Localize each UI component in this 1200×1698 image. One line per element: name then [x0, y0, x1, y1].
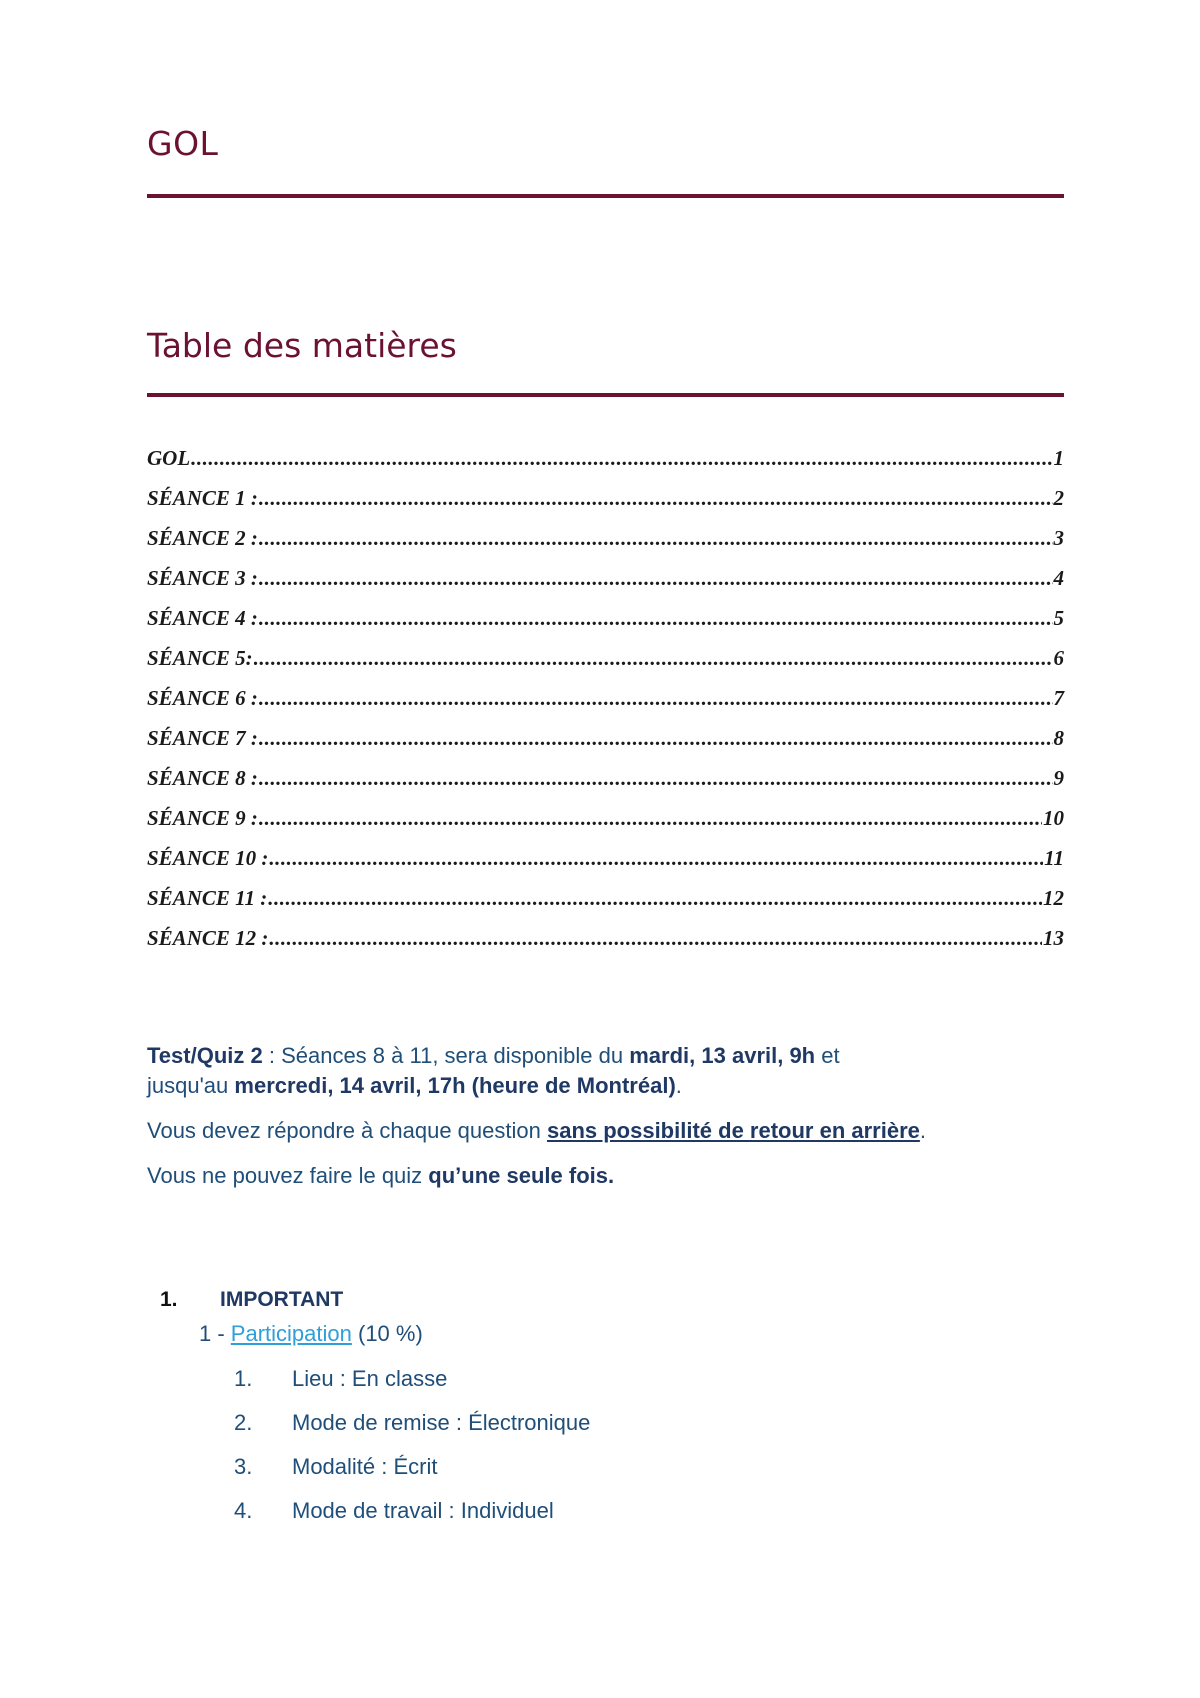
list-item	[234, 1366, 590, 1410]
quiz-text-2: et	[815, 1043, 840, 1068]
toc-entry-page: 12	[1043, 886, 1064, 910]
toc-leader	[259, 806, 1042, 831]
toc-entry-seance-7[interactable]	[147, 726, 1064, 766]
toc-entry-label: SÉANCE 5:	[147, 646, 253, 670]
quiz-text-3: jusqu'au	[147, 1073, 235, 1098]
toc-leader	[259, 526, 1053, 551]
single-attempt-emphasis: qu’une seule fois.	[428, 1163, 615, 1188]
subsection-suffix: (10 %)	[351, 1321, 423, 1346]
toc-entry-label: SÉANCE 11 :	[147, 886, 268, 910]
list-item-text: Modalité : Écrit	[292, 1454, 438, 1479]
title-divider	[147, 194, 1064, 198]
toc-leader	[191, 446, 1052, 471]
no-backtrack-emphasis: sans possibilité de retour en arrière	[546, 1118, 920, 1143]
toc-entry-seance-6[interactable]	[147, 686, 1064, 726]
toc-entry-page: 5	[1053, 606, 1064, 630]
list-item	[234, 1454, 590, 1498]
toc-entry-label: SÉANCE 12 :	[147, 926, 269, 950]
table-of-contents	[147, 446, 1064, 966]
toc-entry-seance-9[interactable]	[147, 806, 1064, 846]
toc-entry-seance-3[interactable]	[147, 566, 1064, 606]
toc-entry-label: SÉANCE 10 :	[147, 846, 269, 870]
toc-entry-seance-5[interactable]	[147, 646, 1064, 686]
subsection-heading	[199, 1321, 423, 1347]
single-attempt-notice	[147, 1161, 1064, 1191]
toc-leader	[259, 726, 1053, 751]
toc-entry-seance-11[interactable]	[147, 886, 1064, 926]
toc-entry-page: 9	[1053, 766, 1064, 790]
list-item	[234, 1410, 590, 1454]
toc-leader	[259, 486, 1053, 511]
toc-leader	[268, 886, 1042, 911]
toc-entry-label: SÉANCE 3 :	[147, 566, 258, 590]
toc-entry-gol[interactable]	[147, 446, 1064, 486]
line2-prefix: Vous devez répondre à chaque question	[147, 1118, 547, 1143]
toc-entry-page: 3	[1053, 526, 1064, 550]
details-list	[234, 1366, 590, 1542]
toc-leader	[269, 926, 1042, 951]
list-item-text: Mode de travail : Individuel	[292, 1498, 554, 1523]
document-title: GOL	[147, 124, 219, 163]
toc-entry-label: GOL	[147, 446, 191, 470]
toc-leader	[269, 846, 1043, 871]
toc-entry-label: SÉANCE 4 :	[147, 606, 258, 630]
toc-entry-label: SÉANCE 6 :	[147, 686, 258, 710]
quiz-text-1: : Séances 8 à 11, sera disponible du	[262, 1043, 630, 1068]
toc-entry-seance-2[interactable]	[147, 526, 1064, 566]
section-title: IMPORTANT	[220, 1288, 344, 1311]
toc-entry-label: SÉANCE 1 :	[147, 486, 258, 510]
toc-entry-label: SÉANCE 2 :	[147, 526, 258, 550]
quiz-end-date: mercredi, 14 avril, 17h (heure de Montréal)	[234, 1073, 676, 1098]
toc-leader	[259, 566, 1053, 591]
toc-entry-page: 6	[1053, 646, 1064, 670]
toc-leader	[259, 686, 1053, 711]
quiz-label: Test/Quiz 2	[147, 1043, 263, 1068]
toc-entry-label: SÉANCE 7 :	[147, 726, 258, 750]
toc-entry-page: 11	[1044, 846, 1064, 870]
toc-entry-page: 10	[1043, 806, 1064, 830]
list-item-text: Lieu : En classe	[292, 1366, 448, 1391]
toc-leader	[259, 766, 1053, 791]
toc-entry-seance-1[interactable]	[147, 486, 1064, 526]
no-backtrack-notice	[147, 1116, 1064, 1146]
toc-entry-page: 13	[1043, 926, 1064, 950]
toc-entry-page: 8	[1053, 726, 1064, 750]
toc-entry-seance-4[interactable]	[147, 606, 1064, 646]
subsection-prefix: 1 -	[199, 1321, 231, 1346]
toc-leader	[254, 646, 1053, 671]
toc-heading: Table des matières	[147, 326, 457, 365]
toc-divider	[147, 393, 1064, 397]
toc-entry-page: 2	[1053, 486, 1064, 510]
toc-entry-label: SÉANCE 8 :	[147, 766, 258, 790]
toc-entry-page: 4	[1053, 566, 1064, 590]
list-item	[234, 1498, 590, 1542]
toc-entry-seance-8[interactable]	[147, 766, 1064, 806]
list-item-number: 3.	[234, 1454, 253, 1479]
toc-entry-page: 1	[1053, 446, 1064, 470]
quiz-text-4: .	[675, 1073, 682, 1098]
list-item-number: 2.	[234, 1410, 253, 1435]
line2-suffix: .	[919, 1118, 927, 1143]
list-item-number: 1.	[234, 1366, 253, 1391]
quiz-availability-notice	[147, 1041, 1064, 1101]
toc-entry-seance-12[interactable]	[147, 926, 1064, 966]
participation-link[interactable]: Participation	[230, 1321, 352, 1346]
line3-prefix: Vous ne pouvez faire le quiz	[147, 1163, 429, 1188]
list-item-text: Mode de remise : Électronique	[292, 1410, 591, 1435]
toc-leader	[259, 606, 1053, 631]
list-item-number: 4.	[234, 1498, 253, 1523]
section-heading	[160, 1288, 343, 1312]
toc-entry-page: 7	[1053, 686, 1064, 710]
toc-entry-seance-10[interactable]	[147, 846, 1064, 886]
quiz-start-date: mardi, 13 avril, 9h	[629, 1043, 816, 1068]
section-number: 1.	[160, 1288, 178, 1311]
toc-entry-label: SÉANCE 9 :	[147, 806, 258, 830]
